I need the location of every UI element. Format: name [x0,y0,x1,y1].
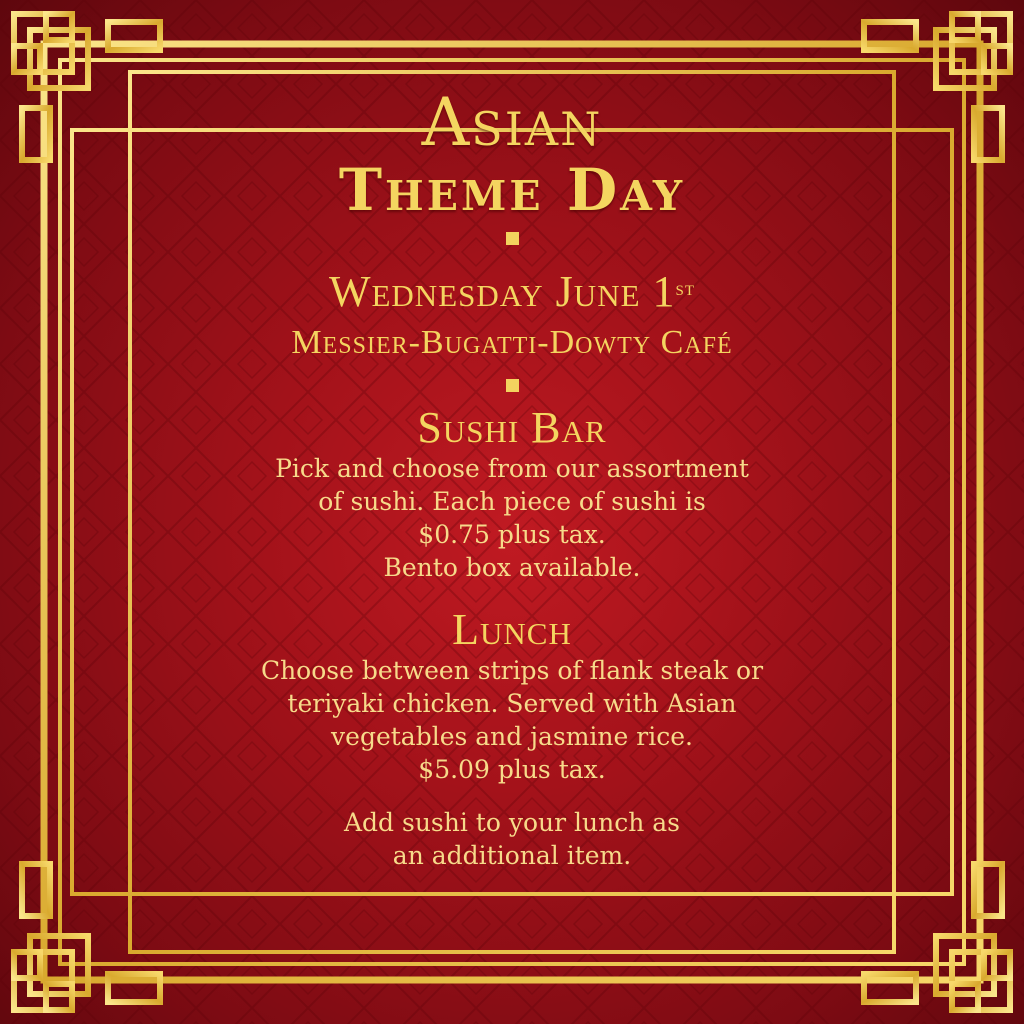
menu-content [120,84,904,872]
sushi-line: $0.75 plus tax. [418,520,606,549]
sushi-line: Pick and choose from our assortment [275,454,749,483]
divider-square [506,232,519,245]
divider-square [506,379,519,392]
addon-line: Add sushi to your lunch as [343,808,680,837]
sushi-line: of sushi. Each piece of sushi is [318,487,706,516]
title-line-1: Asian [421,84,603,161]
lunch-line: Choose between strips of flank steak or [260,656,764,685]
event-date [120,267,904,317]
addon-note [120,806,904,872]
lunch-line: $5.09 plus tax. [418,755,606,784]
lunch-description [120,654,904,786]
lunch-heading: Lunch [452,605,572,654]
event-date-text: Wednesday June 1 [328,267,676,316]
event-date-suffix: st [675,275,696,300]
lunch-line: teriyaki chicken. Served with Asian [287,689,737,718]
lunch-line: vegetables and jasmine rice. [331,722,693,751]
addon-line: an additional item. [392,841,632,870]
title-line-2: Theme Day [338,156,686,224]
sushi-line: Bento box available. [383,553,641,582]
sushi-description [120,452,904,584]
event-venue: Messier-Bugatti-Dowty Café [291,324,733,361]
sushi-heading: Sushi Bar [417,403,607,452]
